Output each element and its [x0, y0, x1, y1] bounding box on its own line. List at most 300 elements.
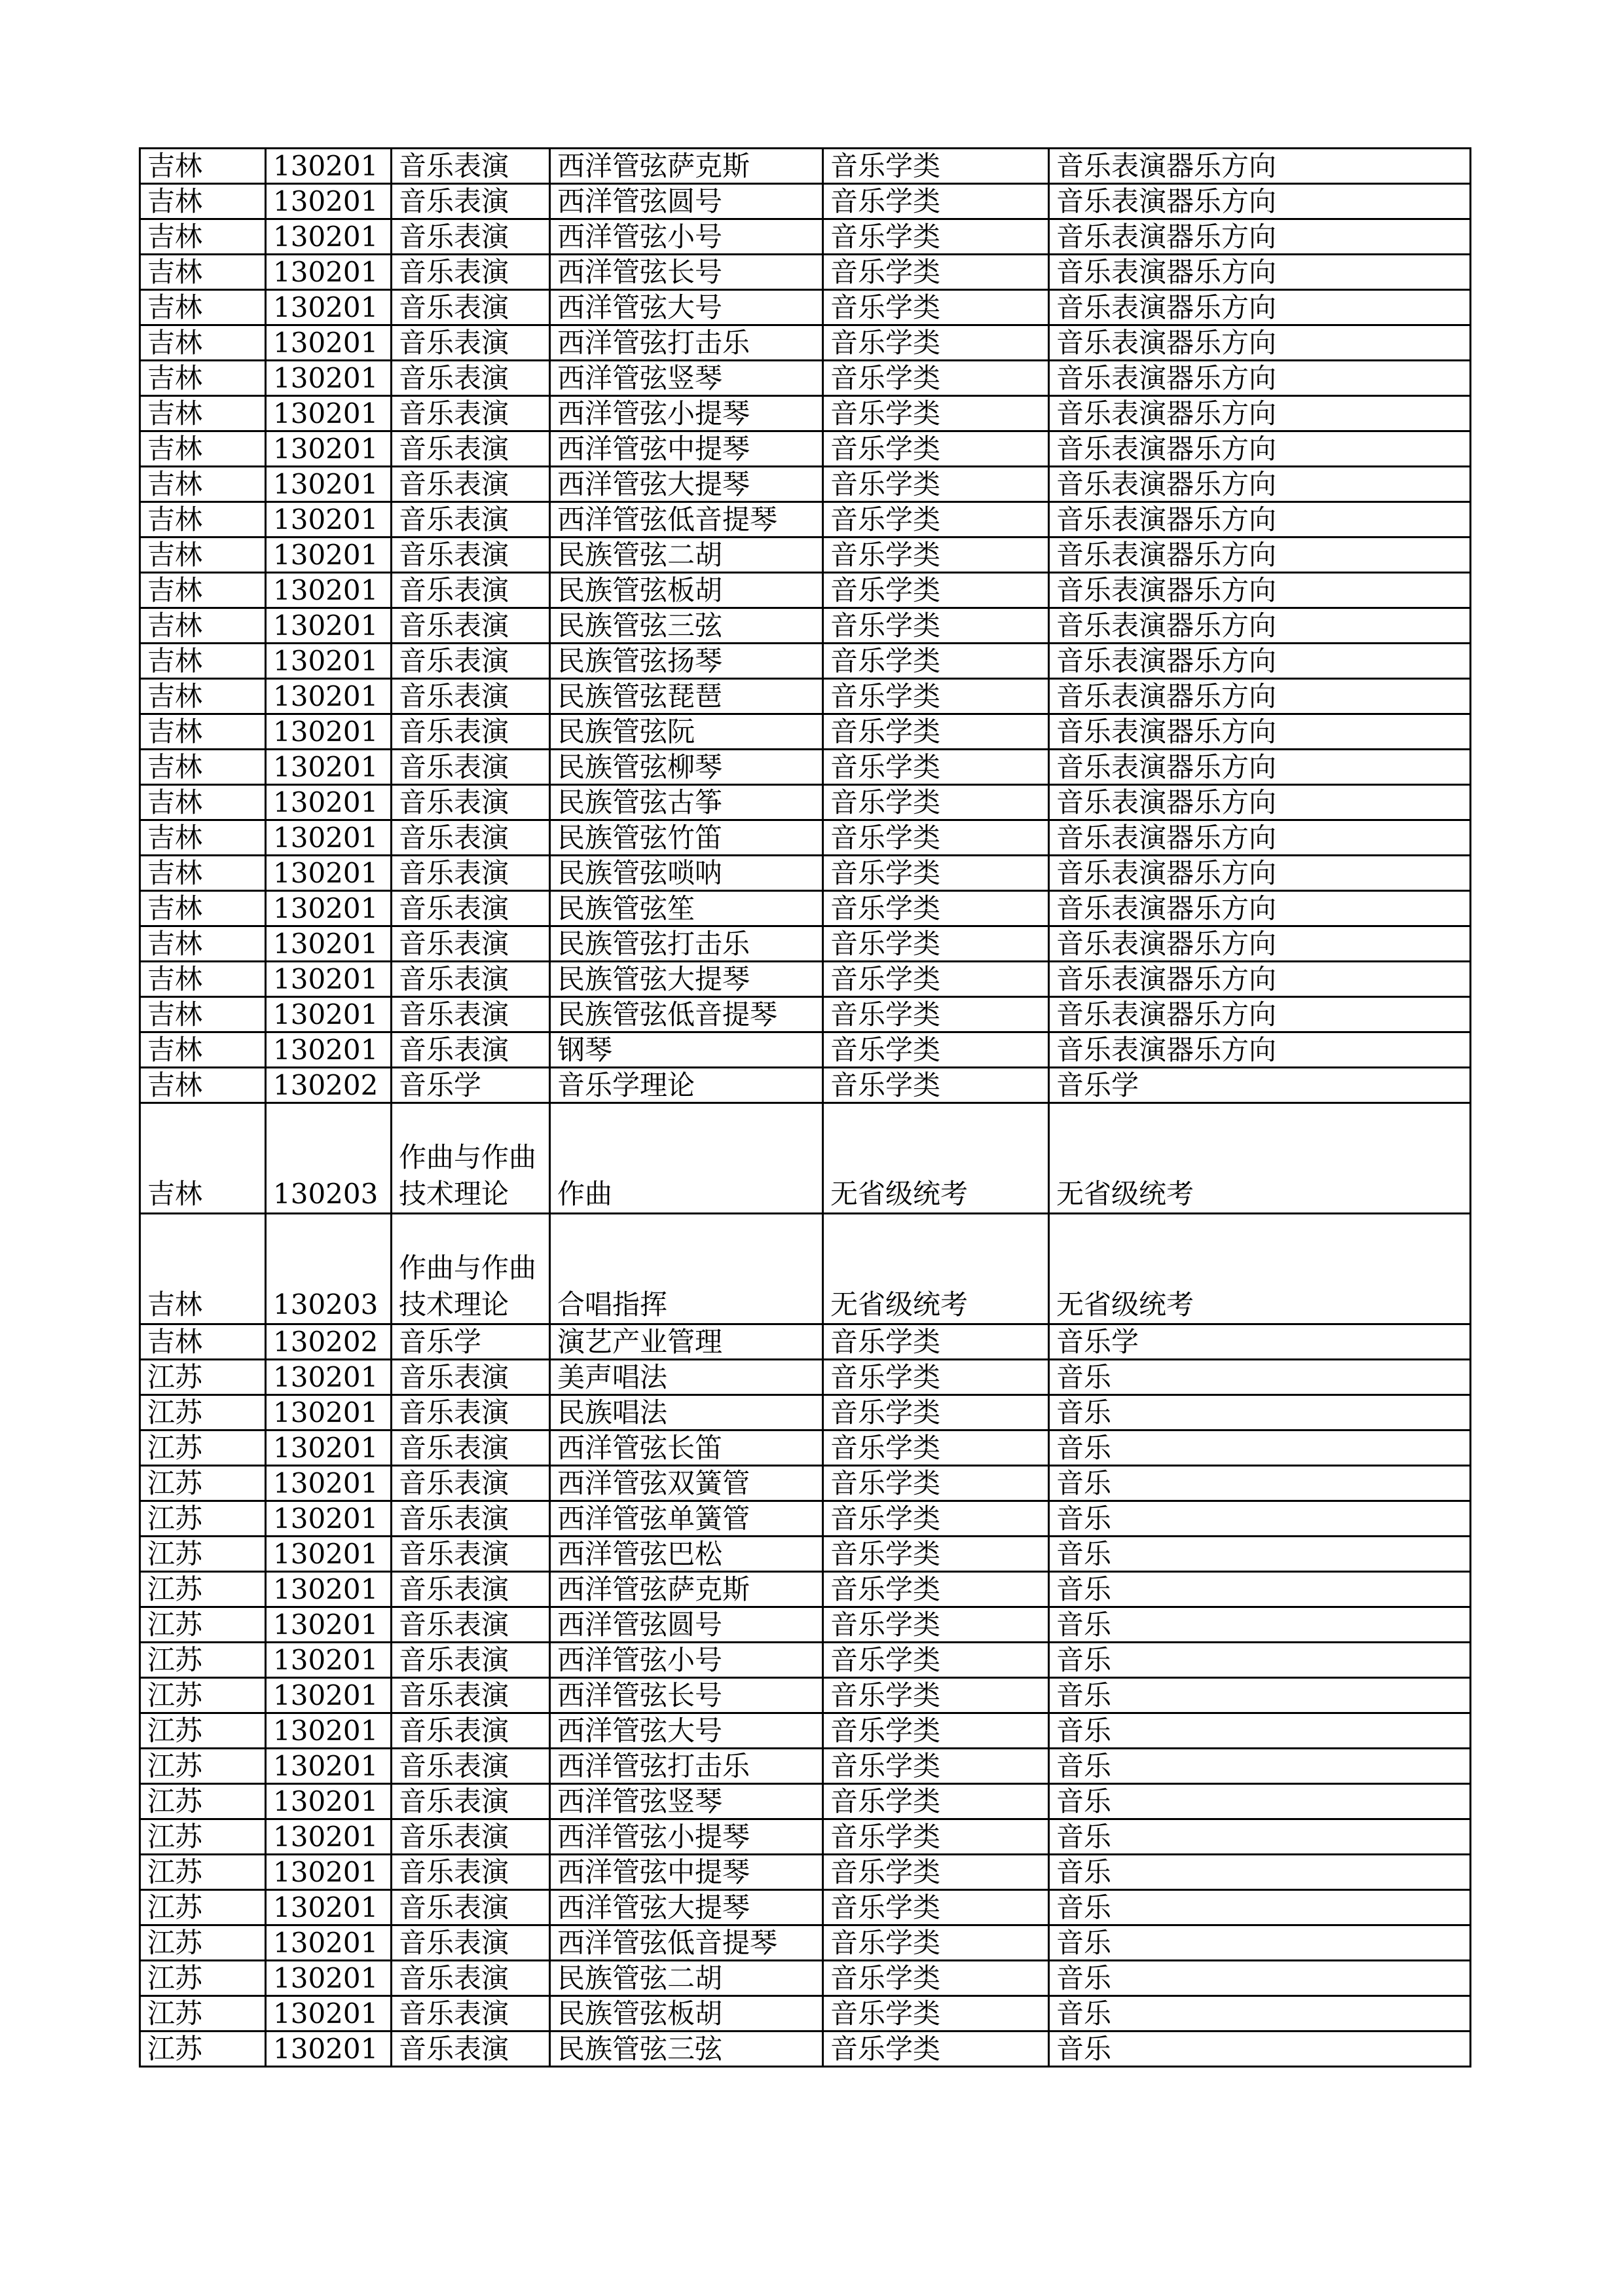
province-cell: 吉林 — [140, 502, 266, 538]
table-row — [140, 1784, 1471, 1819]
exam-cell: 音乐 — [1049, 1890, 1471, 1925]
category-cell: 音乐学类 — [823, 1678, 1049, 1713]
category-cell: 音乐学类 — [823, 290, 1049, 325]
major-cell: 音乐表演 — [392, 714, 550, 750]
exam-cell: 音乐表演器乐方向 — [1049, 608, 1471, 644]
category-cell: 音乐学类 — [823, 184, 1049, 219]
direction-cell: 钢琴 — [550, 1032, 823, 1068]
province-cell: 江苏 — [140, 1925, 266, 1961]
exam-cell: 音乐表演器乐方向 — [1049, 856, 1471, 891]
major-cell: 音乐表演 — [392, 1607, 550, 1643]
major-cell: 音乐表演 — [392, 1643, 550, 1678]
code-cell: 130201 — [266, 1032, 392, 1068]
table-row — [140, 608, 1471, 644]
category-cell: 音乐学类 — [823, 325, 1049, 361]
category-cell: 音乐学类 — [823, 891, 1049, 926]
direction-cell: 西洋管弦长号 — [550, 1678, 823, 1713]
table-row — [140, 926, 1471, 962]
table-row — [140, 997, 1471, 1032]
table-row — [140, 219, 1471, 255]
direction-cell: 民族管弦二胡 — [550, 1961, 823, 1996]
category-cell: 音乐学类 — [823, 361, 1049, 396]
province-cell: 吉林 — [140, 325, 266, 361]
exam-cell: 音乐 — [1049, 1643, 1471, 1678]
exam-cell: 音乐表演器乐方向 — [1049, 573, 1471, 608]
major-cell: 音乐表演 — [392, 184, 550, 219]
code-cell: 130201 — [266, 785, 392, 820]
direction-cell: 西洋管弦圆号 — [550, 184, 823, 219]
code-cell: 130201 — [266, 396, 392, 431]
table-row — [140, 1961, 1471, 1996]
exam-cell: 音乐表演器乐方向 — [1049, 467, 1471, 502]
direction-cell: 西洋管弦萨克斯 — [550, 149, 823, 184]
table-row — [140, 1032, 1471, 1068]
category-cell: 音乐学类 — [823, 608, 1049, 644]
province-cell: 吉林 — [140, 1068, 266, 1103]
category-cell: 音乐学类 — [823, 538, 1049, 573]
province-cell: 吉林 — [140, 361, 266, 396]
code-cell: 130201 — [266, 184, 392, 219]
province-cell: 江苏 — [140, 1430, 266, 1466]
table-row — [140, 1537, 1471, 1572]
code-cell: 130201 — [266, 325, 392, 361]
code-cell: 130201 — [266, 1607, 392, 1643]
code-cell: 130201 — [266, 573, 392, 608]
major-cell: 音乐表演 — [392, 1855, 550, 1890]
category-cell: 音乐学类 — [823, 1395, 1049, 1430]
code-cell: 130201 — [266, 679, 392, 714]
exam-cell: 音乐表演器乐方向 — [1049, 785, 1471, 820]
code-cell: 130201 — [266, 750, 392, 785]
province-cell: 吉林 — [140, 573, 266, 608]
code-cell: 130201 — [266, 1537, 392, 1572]
code-cell: 130202 — [266, 1068, 392, 1103]
category-cell: 音乐学类 — [823, 1643, 1049, 1678]
major-cell: 音乐表演 — [392, 1032, 550, 1068]
direction-cell: 民族管弦古筝 — [550, 785, 823, 820]
code-cell: 130201 — [266, 962, 392, 997]
province-cell: 江苏 — [140, 1466, 266, 1501]
province-cell: 吉林 — [140, 1103, 266, 1214]
code-cell: 130201 — [266, 2032, 392, 2067]
table-row — [140, 184, 1471, 219]
table-row — [140, 396, 1471, 431]
exam-cell: 音乐表演器乐方向 — [1049, 644, 1471, 679]
table-row — [140, 714, 1471, 750]
direction-cell: 民族管弦低音提琴 — [550, 997, 823, 1032]
code-cell: 130201 — [266, 149, 392, 184]
major-cell: 音乐学 — [392, 1068, 550, 1103]
major-cell: 音乐表演 — [392, 1501, 550, 1537]
code-cell: 130201 — [266, 714, 392, 750]
category-cell: 音乐学类 — [823, 644, 1049, 679]
major-cell: 音乐表演 — [392, 396, 550, 431]
major-cell: 音乐表演 — [392, 149, 550, 184]
exam-cell: 音乐表演器乐方向 — [1049, 997, 1471, 1032]
code-cell: 130201 — [266, 820, 392, 856]
province-cell: 江苏 — [140, 1360, 266, 1395]
province-cell: 吉林 — [140, 431, 266, 467]
major-cell: 音乐表演 — [392, 1537, 550, 1572]
direction-cell: 美声唱法 — [550, 1360, 823, 1395]
code-cell: 130201 — [266, 1395, 392, 1430]
province-cell: 吉林 — [140, 820, 266, 856]
code-cell: 130201 — [266, 1713, 392, 1749]
province-cell: 吉林 — [140, 997, 266, 1032]
major-cell: 音乐表演 — [392, 891, 550, 926]
category-cell: 音乐学类 — [823, 1607, 1049, 1643]
major-cell: 音乐表演 — [392, 644, 550, 679]
category-cell: 音乐学类 — [823, 1749, 1049, 1784]
table-row — [140, 467, 1471, 502]
table-row — [140, 1678, 1471, 1713]
exam-cell: 音乐学 — [1049, 1324, 1471, 1360]
table-row — [140, 361, 1471, 396]
code-cell: 130201 — [266, 538, 392, 573]
exam-cell: 音乐 — [1049, 1996, 1471, 2032]
province-cell: 江苏 — [140, 1855, 266, 1890]
province-cell: 吉林 — [140, 608, 266, 644]
code-cell: 130201 — [266, 1819, 392, 1855]
exam-cell: 音乐表演器乐方向 — [1049, 538, 1471, 573]
code-cell: 130201 — [266, 926, 392, 962]
code-cell: 130201 — [266, 1749, 392, 1784]
table-row — [140, 1103, 1471, 1214]
province-cell: 吉林 — [140, 962, 266, 997]
direction-cell: 西洋管弦巴松 — [550, 1537, 823, 1572]
exam-cell: 音乐 — [1049, 1855, 1471, 1890]
exam-cell: 音乐 — [1049, 1572, 1471, 1607]
exam-cell: 音乐表演器乐方向 — [1049, 679, 1471, 714]
direction-cell: 演艺产业管理 — [550, 1324, 823, 1360]
exam-cell: 音乐表演器乐方向 — [1049, 820, 1471, 856]
major-cell: 音乐表演 — [392, 431, 550, 467]
category-cell: 音乐学类 — [823, 219, 1049, 255]
direction-cell: 作曲 — [550, 1103, 823, 1214]
major-cell: 音乐表演 — [392, 1572, 550, 1607]
major-cell: 音乐表演 — [392, 361, 550, 396]
exam-cell: 音乐表演器乐方向 — [1049, 962, 1471, 997]
category-cell: 音乐学类 — [823, 926, 1049, 962]
direction-cell: 西洋管弦双簧管 — [550, 1466, 823, 1501]
major-cell: 音乐表演 — [392, 325, 550, 361]
direction-cell: 西洋管弦打击乐 — [550, 1749, 823, 1784]
category-cell: 无省级统考 — [823, 1214, 1049, 1324]
table-row — [140, 1607, 1471, 1643]
category-cell: 音乐学类 — [823, 1784, 1049, 1819]
direction-cell: 民族管弦大提琴 — [550, 962, 823, 997]
table-row — [140, 1395, 1471, 1430]
exam-cell: 音乐 — [1049, 1749, 1471, 1784]
province-cell: 吉林 — [140, 785, 266, 820]
category-cell: 音乐学类 — [823, 502, 1049, 538]
category-cell: 音乐学类 — [823, 255, 1049, 290]
category-cell: 音乐学类 — [823, 1466, 1049, 1501]
major-cell: 音乐表演 — [392, 1430, 550, 1466]
direction-cell: 西洋管弦长笛 — [550, 1430, 823, 1466]
code-cell: 130201 — [266, 1360, 392, 1395]
code-cell: 130201 — [266, 856, 392, 891]
exam-cell: 音乐表演器乐方向 — [1049, 750, 1471, 785]
table-row — [140, 290, 1471, 325]
table-row — [140, 1430, 1471, 1466]
table-row — [140, 502, 1471, 538]
province-cell: 吉林 — [140, 149, 266, 184]
exam-cell: 无省级统考 — [1049, 1214, 1471, 1324]
direction-cell: 民族管弦三弦 — [550, 2032, 823, 2067]
code-cell: 130201 — [266, 431, 392, 467]
category-cell: 音乐学类 — [823, 1537, 1049, 1572]
province-cell: 江苏 — [140, 1819, 266, 1855]
direction-cell: 西洋管弦单簧管 — [550, 1501, 823, 1537]
table-row — [140, 1214, 1471, 1324]
code-cell: 130201 — [266, 1890, 392, 1925]
direction-cell: 民族管弦柳琴 — [550, 750, 823, 785]
direction-cell: 西洋管弦小号 — [550, 219, 823, 255]
direction-cell: 西洋管弦低音提琴 — [550, 1925, 823, 1961]
category-cell: 音乐学类 — [823, 1855, 1049, 1890]
code-cell: 130201 — [266, 1678, 392, 1713]
table-row — [140, 1925, 1471, 1961]
code-cell: 130201 — [266, 290, 392, 325]
major-cell: 音乐表演 — [392, 679, 550, 714]
table-row — [140, 538, 1471, 573]
category-cell: 音乐学类 — [823, 1032, 1049, 1068]
exam-cell: 音乐表演器乐方向 — [1049, 149, 1471, 184]
table-row — [140, 431, 1471, 467]
major-cell: 音乐表演 — [392, 1819, 550, 1855]
major-cell: 音乐表演 — [392, 1925, 550, 1961]
table-row — [140, 1890, 1471, 1925]
exam-cell: 音乐学 — [1049, 1068, 1471, 1103]
table-row — [140, 149, 1471, 184]
major-cell: 音乐表演 — [392, 608, 550, 644]
direction-cell: 民族管弦唢呐 — [550, 856, 823, 891]
category-cell: 音乐学类 — [823, 750, 1049, 785]
province-cell: 吉林 — [140, 255, 266, 290]
category-cell: 音乐学类 — [823, 1996, 1049, 2032]
exam-cell: 音乐 — [1049, 1713, 1471, 1749]
code-cell: 130201 — [266, 502, 392, 538]
major-cell: 音乐表演 — [392, 785, 550, 820]
table-row — [140, 1643, 1471, 1678]
major-cell: 音乐表演 — [392, 467, 550, 502]
table-row — [140, 1819, 1471, 1855]
category-cell: 音乐学类 — [823, 431, 1049, 467]
code-cell: 130201 — [266, 1430, 392, 1466]
province-cell: 江苏 — [140, 1501, 266, 1537]
direction-cell: 民族管弦扬琴 — [550, 644, 823, 679]
major-cell: 音乐表演 — [392, 962, 550, 997]
table-row — [140, 1501, 1471, 1537]
province-cell: 吉林 — [140, 714, 266, 750]
major-cell: 音乐表演 — [392, 1713, 550, 1749]
province-cell: 江苏 — [140, 1890, 266, 1925]
category-cell: 音乐学类 — [823, 679, 1049, 714]
province-cell: 江苏 — [140, 1572, 266, 1607]
direction-cell: 民族管弦笙 — [550, 891, 823, 926]
category-cell: 音乐学类 — [823, 714, 1049, 750]
direction-cell: 民族管弦板胡 — [550, 573, 823, 608]
major-cell: 音乐表演 — [392, 750, 550, 785]
code-cell: 130201 — [266, 1466, 392, 1501]
table-row — [140, 1466, 1471, 1501]
table-row — [140, 785, 1471, 820]
exam-cell: 音乐 — [1049, 1784, 1471, 1819]
code-cell: 130202 — [266, 1324, 392, 1360]
province-cell: 江苏 — [140, 1678, 266, 1713]
exam-cell: 音乐表演器乐方向 — [1049, 361, 1471, 396]
exam-cell: 音乐表演器乐方向 — [1049, 290, 1471, 325]
province-cell: 江苏 — [140, 1395, 266, 1430]
direction-cell: 合唱指挥 — [550, 1214, 823, 1324]
table-row — [140, 820, 1471, 856]
exam-cell: 音乐表演器乐方向 — [1049, 431, 1471, 467]
direction-cell: 西洋管弦竖琴 — [550, 1784, 823, 1819]
table-row — [140, 644, 1471, 679]
province-cell: 吉林 — [140, 219, 266, 255]
province-cell: 吉林 — [140, 856, 266, 891]
direction-cell: 西洋管弦大号 — [550, 1713, 823, 1749]
category-cell: 音乐学类 — [823, 573, 1049, 608]
direction-cell: 西洋管弦萨克斯 — [550, 1572, 823, 1607]
major-cell: 音乐表演 — [392, 1996, 550, 2032]
table-row — [140, 1324, 1471, 1360]
exam-cell: 音乐表演器乐方向 — [1049, 502, 1471, 538]
direction-cell: 音乐学理论 — [550, 1068, 823, 1103]
table-row — [140, 255, 1471, 290]
exam-cell: 音乐 — [1049, 1395, 1471, 1430]
direction-cell: 西洋管弦圆号 — [550, 1607, 823, 1643]
category-cell: 音乐学类 — [823, 820, 1049, 856]
table-row — [140, 573, 1471, 608]
category-cell: 音乐学类 — [823, 1572, 1049, 1607]
direction-cell: 民族管弦二胡 — [550, 538, 823, 573]
direction-cell: 民族管弦琵琶 — [550, 679, 823, 714]
direction-cell: 西洋管弦大提琴 — [550, 1890, 823, 1925]
major-cell: 音乐表演 — [392, 573, 550, 608]
code-cell: 130201 — [266, 1961, 392, 1996]
major-cell: 音乐表演 — [392, 1890, 550, 1925]
province-cell: 吉林 — [140, 1324, 266, 1360]
category-cell: 音乐学类 — [823, 467, 1049, 502]
table-row — [140, 856, 1471, 891]
major-cell: 音乐表演 — [392, 1961, 550, 1996]
code-cell: 130201 — [266, 1996, 392, 2032]
province-cell: 吉林 — [140, 538, 266, 573]
table-row — [140, 1749, 1471, 1784]
exam-cell: 音乐表演器乐方向 — [1049, 325, 1471, 361]
category-cell: 音乐学类 — [823, 1430, 1049, 1466]
province-cell: 江苏 — [140, 1996, 266, 2032]
code-cell: 130201 — [266, 1643, 392, 1678]
category-cell: 音乐学类 — [823, 2032, 1049, 2067]
category-cell: 音乐学类 — [823, 785, 1049, 820]
exam-cell: 音乐表演器乐方向 — [1049, 891, 1471, 926]
province-cell: 吉林 — [140, 926, 266, 962]
direction-cell: 民族管弦板胡 — [550, 1996, 823, 2032]
major-cell: 音乐表演 — [392, 2032, 550, 2067]
direction-cell: 西洋管弦小提琴 — [550, 1819, 823, 1855]
direction-cell: 民族管弦竹笛 — [550, 820, 823, 856]
code-cell: 130203 — [266, 1103, 392, 1214]
province-cell: 吉林 — [140, 891, 266, 926]
code-cell: 130201 — [266, 997, 392, 1032]
category-cell: 音乐学类 — [823, 1501, 1049, 1537]
code-cell: 130201 — [266, 467, 392, 502]
table-row — [140, 1996, 1471, 2032]
province-cell: 吉林 — [140, 184, 266, 219]
table-row — [140, 679, 1471, 714]
table-row — [140, 325, 1471, 361]
major-cell: 音乐表演 — [392, 290, 550, 325]
category-cell: 音乐学类 — [823, 1068, 1049, 1103]
province-cell: 吉林 — [140, 1214, 266, 1324]
exam-cell: 音乐 — [1049, 1961, 1471, 1996]
category-cell: 音乐学类 — [823, 856, 1049, 891]
code-cell: 130201 — [266, 219, 392, 255]
code-cell: 130201 — [266, 644, 392, 679]
table-row — [140, 891, 1471, 926]
major-cell: 音乐学 — [392, 1324, 550, 1360]
category-cell: 音乐学类 — [823, 1713, 1049, 1749]
exam-cell: 音乐表演器乐方向 — [1049, 1032, 1471, 1068]
data-table — [139, 147, 1471, 2068]
province-cell: 江苏 — [140, 1749, 266, 1784]
category-cell: 音乐学类 — [823, 1890, 1049, 1925]
major-cell: 音乐表演 — [392, 1784, 550, 1819]
direction-cell: 西洋管弦小提琴 — [550, 396, 823, 431]
province-cell: 吉林 — [140, 750, 266, 785]
exam-cell: 音乐表演器乐方向 — [1049, 396, 1471, 431]
code-cell: 130201 — [266, 1855, 392, 1890]
exam-cell: 音乐 — [1049, 1819, 1471, 1855]
direction-cell: 西洋管弦低音提琴 — [550, 502, 823, 538]
major-cell: 音乐表演 — [392, 856, 550, 891]
category-cell: 音乐学类 — [823, 1819, 1049, 1855]
category-cell: 无省级统考 — [823, 1103, 1049, 1214]
province-cell: 江苏 — [140, 1607, 266, 1643]
table-row — [140, 1855, 1471, 1890]
major-cell: 音乐表演 — [392, 1466, 550, 1501]
exam-cell: 音乐 — [1049, 2032, 1471, 2067]
exam-cell: 音乐表演器乐方向 — [1049, 184, 1471, 219]
code-cell: 130203 — [266, 1214, 392, 1324]
major-cell: 音乐表演 — [392, 1749, 550, 1784]
category-cell: 音乐学类 — [823, 997, 1049, 1032]
direction-cell: 民族管弦阮 — [550, 714, 823, 750]
category-cell: 音乐学类 — [823, 1961, 1049, 1996]
exam-cell: 音乐表演器乐方向 — [1049, 219, 1471, 255]
direction-cell: 西洋管弦竖琴 — [550, 361, 823, 396]
major-cell: 音乐表演 — [392, 538, 550, 573]
table-row — [140, 1068, 1471, 1103]
province-cell: 江苏 — [140, 2032, 266, 2067]
direction-cell: 西洋管弦长号 — [550, 255, 823, 290]
major-cell: 音乐表演 — [392, 1678, 550, 1713]
exam-cell: 音乐表演器乐方向 — [1049, 926, 1471, 962]
exam-cell: 音乐表演器乐方向 — [1049, 714, 1471, 750]
province-cell: 江苏 — [140, 1537, 266, 1572]
province-cell: 吉林 — [140, 679, 266, 714]
category-cell: 音乐学类 — [823, 1324, 1049, 1360]
direction-cell: 西洋管弦小号 — [550, 1643, 823, 1678]
major-cell: 音乐表演 — [392, 502, 550, 538]
code-cell: 130201 — [266, 1784, 392, 1819]
major-cell: 作曲与作曲技术理论 — [392, 1103, 550, 1214]
province-cell: 江苏 — [140, 1643, 266, 1678]
direction-cell: 西洋管弦打击乐 — [550, 325, 823, 361]
